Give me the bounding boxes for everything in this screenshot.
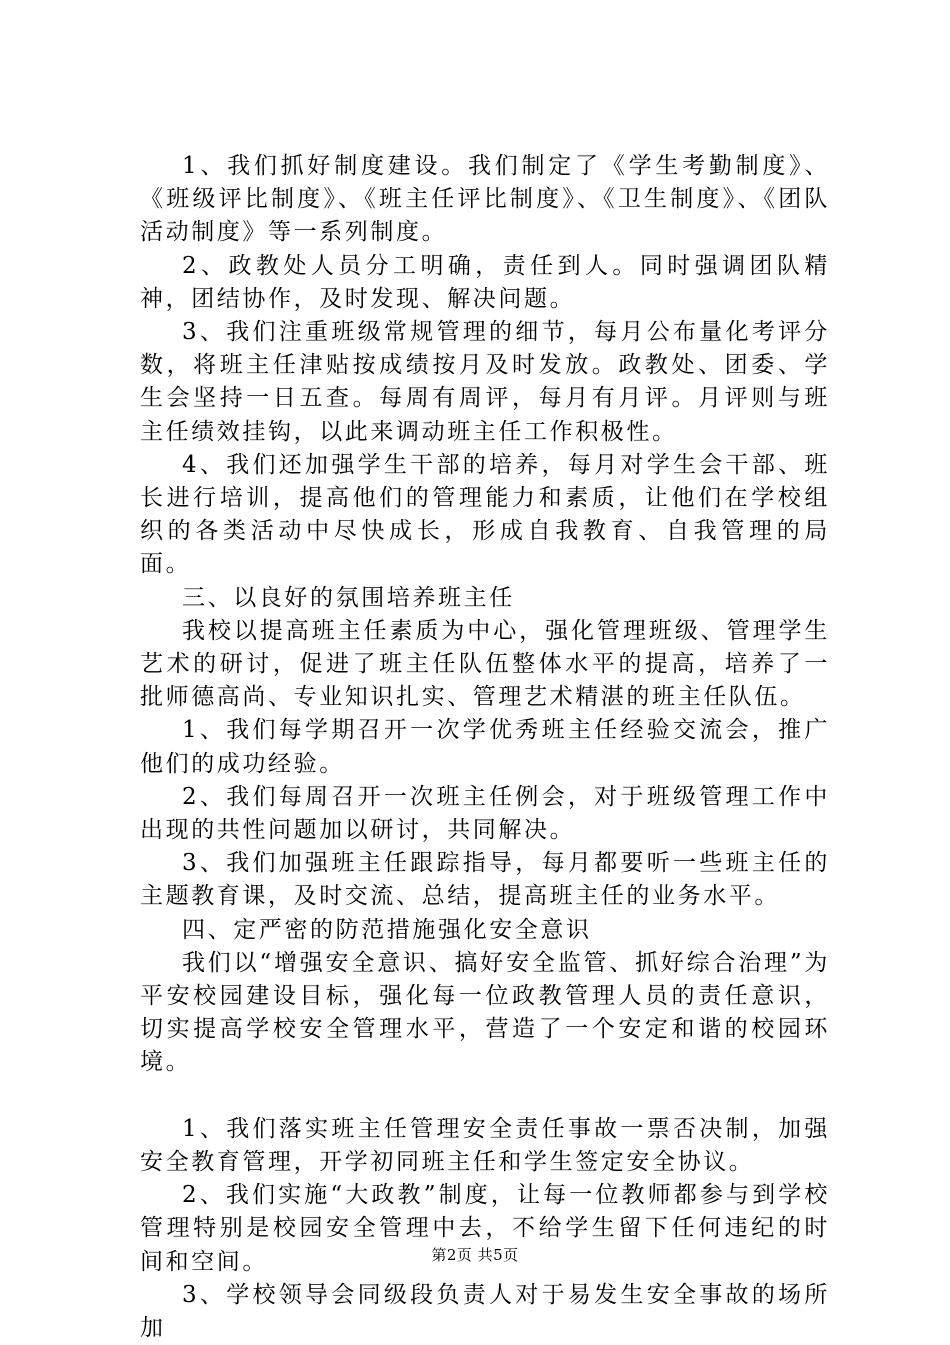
paragraph-9: 我们以“增强安全意识、搞好安全监管、抓好综合治理”为平安校园建设目标，强化每一位政教管理人员的责任意识，切实提高学校安全管理水平，营造了一个安定和谐的校园环境。 — [140, 949, 830, 1076]
paragraph-8: 3、我们加强班主任跟踪指导，每月都要听一些班主任的主题教育课，及时交流、总结，提高班主任的业务水平。 — [140, 850, 830, 910]
paragraph-3: 3、我们注重班级常规管理的细节，每月公布量化考评分数，将班主任津贴按成绩按月及时发放。政教处、团委、学生会坚持一日五查。每周有周评，每月有月评。月评则与班主任绩效挂钩，以此来调动班主任工作积极性。 — [140, 319, 830, 445]
paragraph-11: 2、我们实施“大政教”制度，让每一位教师都参与到学校管理特别是校园安全管理中去，不给学生留下任何违纪的时间和空间。 — [140, 1182, 830, 1275]
paragraph-1: 1、我们抓好制度建设。我们制定了《学生考勤制度》、《班级评比制度》、《班主任评比制度》、《卫生制度》、《团队活动制度》等一系列制度。 — [140, 153, 830, 246]
section-heading-4: 四、定严密的防范措施强化安全意识 — [182, 916, 592, 943]
paragraph-5: 我校以提高班主任素质为中心，强化管理班级、管理学生艺术的研讨，促进了班主任队伍整体水平的提高，培养了一批师德高尚、专业知识扎实、管理艺术精湛的班主任队伍。 — [140, 617, 830, 711]
paragraph-2: 2、政教处人员分工明确，责任到人。同时强调团队精神，团结协作，及时发现、解决问题。 — [140, 252, 830, 312]
page-number-footer: 第2页 共5页 — [431, 1246, 519, 1264]
paragraph-10: 1、我们落实班主任管理安全责任事故一票否决制，加强安全教育管理，开学初同班主任和学生签定安全协议。 — [140, 1115, 830, 1175]
document-body — [140, 150, 830, 1345]
paragraph-12: 3、学校领导会同级段负责人对于易发生安全事故的场所加 — [140, 1281, 830, 1341]
paragraph-7: 2、我们每周召开一次班主任例会，对于班级管理工作中出现的共性问题加以研讨，共同解决。 — [140, 783, 830, 844]
section-heading-3: 三、以良好的氛围培养班主任 — [182, 584, 515, 611]
paragraph-6: 1、我们每学期召开一次学优秀班主任经验交流会，推广他们的成功经验。 — [140, 717, 830, 777]
paragraph-4: 4、我们还加强学生干部的培养，每月对学生会干部、班长进行培训，提高他们的管理能力和素质，让他们在学校组织的各类活动中尽快成长，形成自我教育、自我管理的局面。 — [140, 451, 830, 578]
